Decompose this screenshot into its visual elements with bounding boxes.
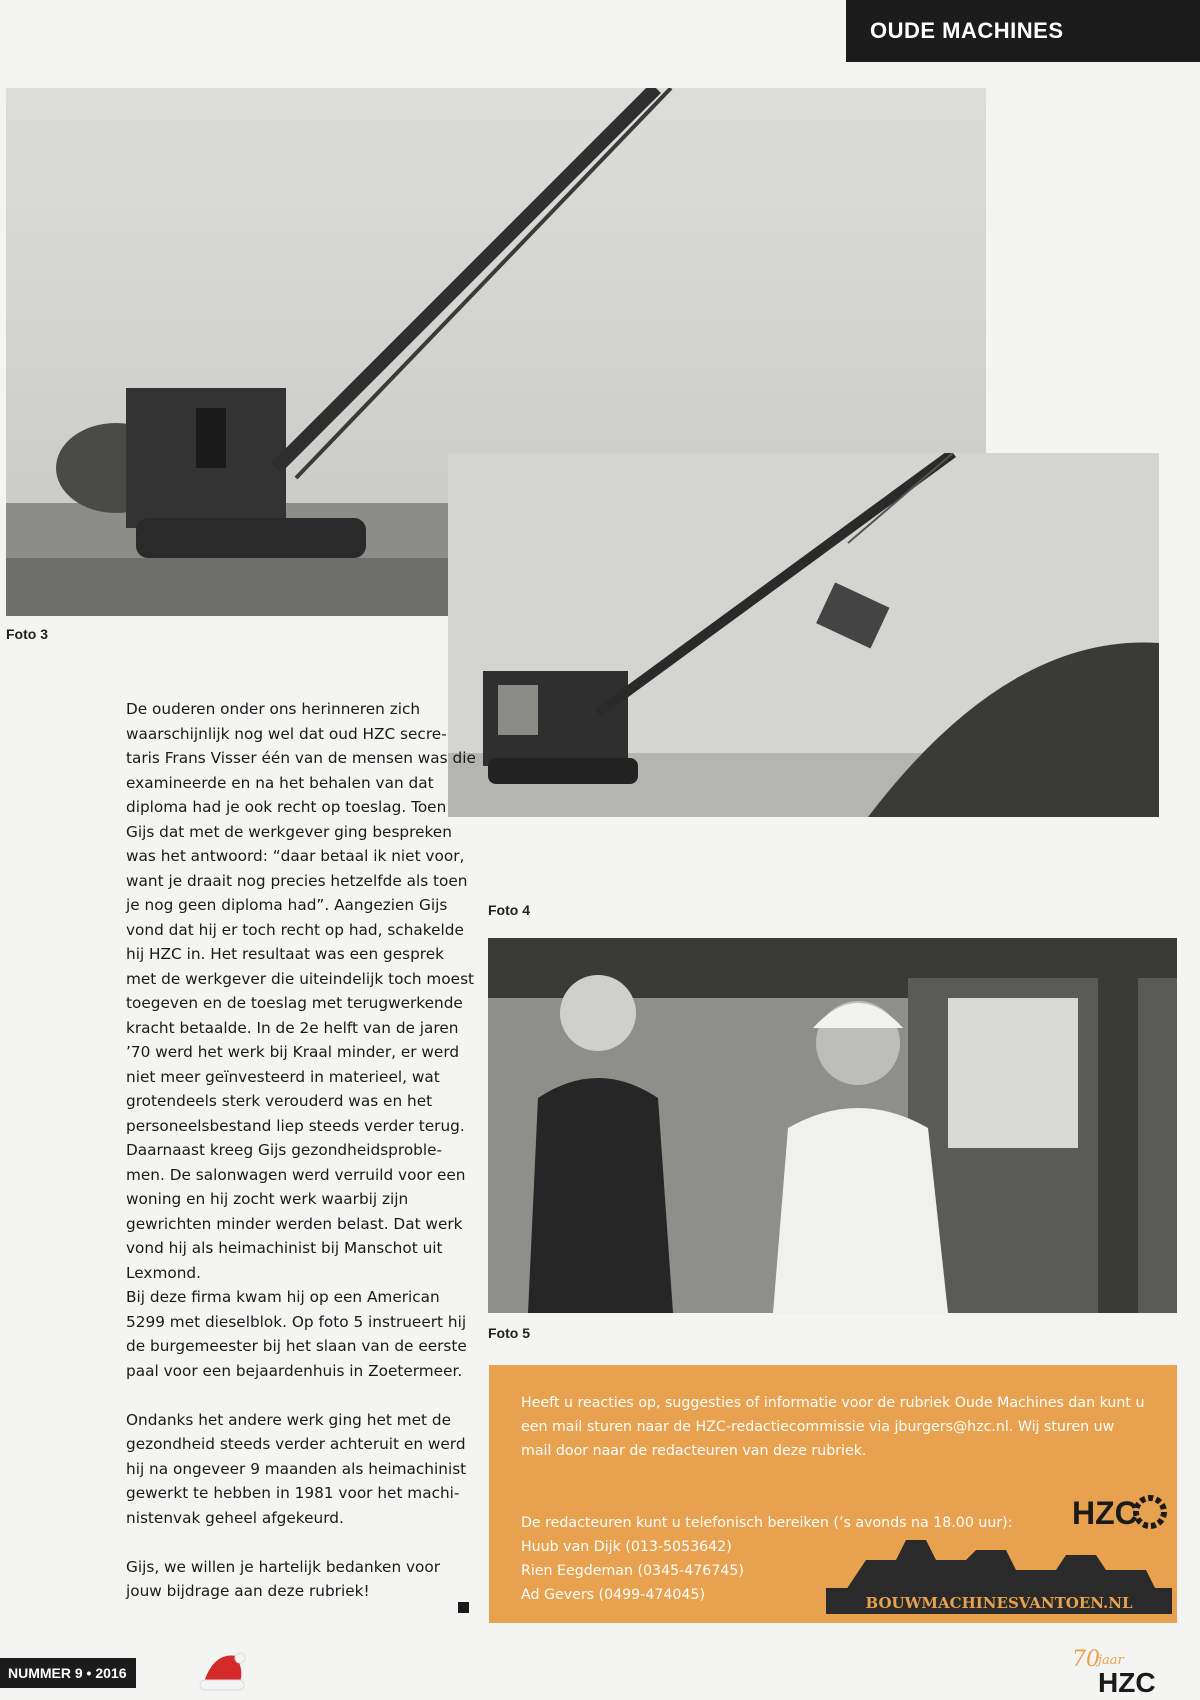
anniversary-hzc: HZC xyxy=(1098,1667,1156,1696)
photo-5-caption: Foto 5 xyxy=(488,1325,530,1341)
article-paragraph: Gijs, we willen je hartelijk bedanken voor jouw bijdrage aan deze rubriek! xyxy=(126,1557,441,1600)
section-title: OUDE MACHINES xyxy=(846,0,1200,62)
anniversary-number: 70 xyxy=(1072,1647,1100,1672)
hzc-logo xyxy=(1070,1490,1170,1534)
end-of-article-mark xyxy=(458,1602,469,1613)
article-paragraph: Ondanks het andere werk ging het met de gezondheid steeds verder achteruit en werd hij na ongeveer 9 maanden als heimachinist gewerkt te hebben in 1981 voor het machi-nistenvak geheel afgekeurd. xyxy=(126,1410,467,1527)
article-paragraph: Bij deze firma kwam hij op een American 5299 met dieselblok. Op foto 5 instrueert hij de burgemeester bij het slaan van de eerste paal voor een bejaardenhuis in Zoetermeer. xyxy=(126,1288,467,1380)
article-paragraph: De ouderen onder ons herinneren zich waarschijnlijk nog wel dat oud HZC secre-taris Frans Visser één van de mensen was die examineerde en na het behalen van dat diploma had je ook recht op toeslag. Toen Gijs dat met de werkgever ging bespreken was het antwoord: “daar betaal ik niet voor, want je draait nog precies hetzelfde als toen je nog geen diploma had”. Aangezien Gijs vond dat hij er toch recht op had, schakelde hij HZC in. Het resultaat was een gesprek met de werkgever die uiteindelijk toch moest toegeven en de toeslag met terugwerkende kracht betaalde. In de 2e helft van de jaren ’70 werd het werk bij Kraal minder, er werd niet meer geïnvesteerd in materieel, wat grotendeels sterk verouderd was en het personeelsbestand liep steeds verder terug. Daarnaast kreeg Gijs gezondheidsproble-men. De salonwagen werd verruild voor een woning en hij zocht werk waarbij zijn gewrichten minder werden belast. Dat werk vond hij als heimachinist bij Manschot uit Lexmond. xyxy=(126,700,476,1282)
contact-item: Ad Gevers (0499-474045) xyxy=(521,1587,706,1603)
info-box-text: Heeft u reacties op, suggesties of informatie voor de rubriek Oude Machines dan kunt u een mail sturen naar de HZC-redactiecommissie via jburgers@hzc.nl. Wij sturen uw mail door naar de redacteuren van deze rubriek. xyxy=(521,1395,1145,1459)
anniversary-word: jaar xyxy=(1098,1653,1124,1668)
hzc-logo-text: HZC xyxy=(1072,1495,1138,1531)
dragline-photo-image xyxy=(448,453,1159,817)
photo-4 xyxy=(448,453,1159,817)
issue-label: NUMMER 9 • 2016 xyxy=(0,1658,136,1688)
operator-photo-image xyxy=(488,938,1177,1313)
contact-item: Rien Eegdeman (0345-476745) xyxy=(521,1563,744,1579)
anniversary-logo xyxy=(1068,1640,1186,1696)
santa-hat-icon xyxy=(196,1648,248,1694)
photo-4-caption: Foto 4 xyxy=(488,902,530,918)
contact-item: Huub van Dijk (013-5053642) xyxy=(521,1539,732,1555)
banner-text: BOUWMACHINESVANTOEN.NL xyxy=(865,1594,1133,1612)
article-body xyxy=(126,697,476,1628)
bouwmachines-banner xyxy=(826,1530,1172,1614)
photo-5 xyxy=(488,938,1177,1313)
phone-intro: De redacteuren kunt u telefonisch bereiken (’s avonds na 18.00 uur): xyxy=(521,1515,1013,1531)
photo-3-caption: Foto 3 xyxy=(6,626,48,642)
